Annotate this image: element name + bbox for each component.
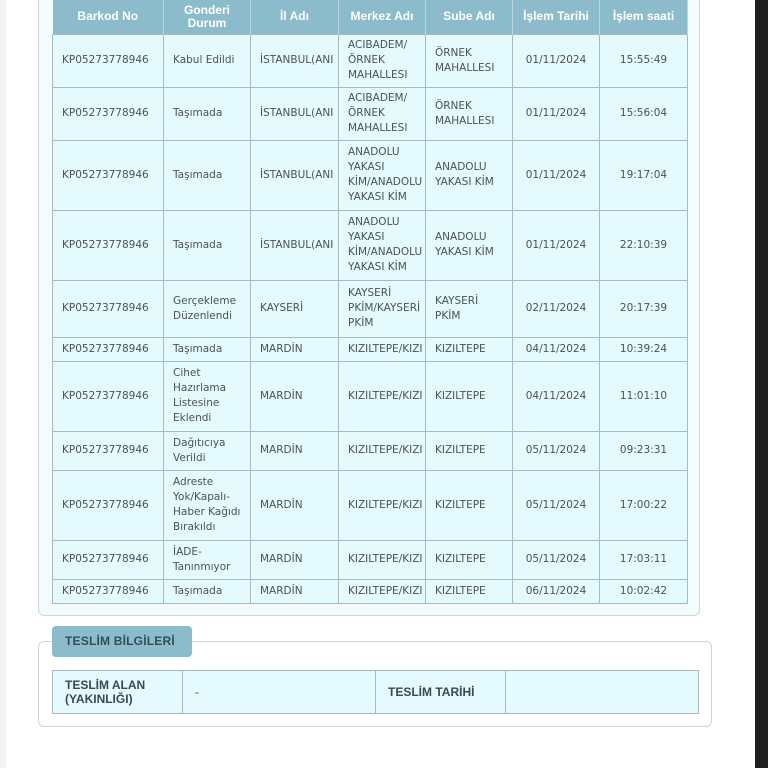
cell-islem-tarihi: 01/11/2024 xyxy=(513,87,600,140)
table-row xyxy=(53,87,688,140)
header-barkod-no: Barkod No xyxy=(53,0,164,34)
cell-sube-adi: ÖRNEK MAHALLESI xyxy=(426,34,513,87)
table-row xyxy=(53,280,688,337)
cell-merkez-adi: KIZILTEPE/KIZI xyxy=(339,337,426,361)
cell-sube-adi: KAYSERİ PKİM xyxy=(426,280,513,337)
page-right-edge xyxy=(755,0,768,768)
teslim-tarihi-label: TESLİM TARİHİ xyxy=(376,671,506,714)
header-sube-adi: Sube Adı xyxy=(426,0,513,34)
table-row xyxy=(53,540,688,579)
cell-sube-adi: KIZILTEPE xyxy=(426,431,513,470)
cell-gonderi-durum: Taşımada xyxy=(164,87,251,140)
cell-islem-saati: 10:02:42 xyxy=(600,579,688,603)
table-header-row xyxy=(53,0,688,34)
cell-islem-tarihi: 01/11/2024 xyxy=(513,210,600,280)
cell-il-adi: MARDİN xyxy=(251,431,339,470)
table-row xyxy=(53,34,688,87)
cell-sube-adi: ANADOLU YAKASI KİM xyxy=(426,210,513,280)
cell-il-adi: MARDİN xyxy=(251,361,339,431)
cell-islem-tarihi: 01/11/2024 xyxy=(513,34,600,87)
cell-islem-tarihi: 05/11/2024 xyxy=(513,470,600,540)
cell-barkod-no: KP05273778946 xyxy=(53,337,164,361)
shipment-movements-table xyxy=(52,0,688,604)
cell-merkez-adi: ACIBADEM/ ÖRNEK MAHALLESI xyxy=(339,87,426,140)
delivery-info-title: TESLİM BİLGİLERİ xyxy=(52,626,192,657)
cell-islem-tarihi: 04/11/2024 xyxy=(513,361,600,431)
cell-merkez-adi: KIZILTEPE/KIZI xyxy=(339,579,426,603)
cell-islem-tarihi: 02/11/2024 xyxy=(513,280,600,337)
cell-gonderi-durum: Dağıtıcıya Verildi xyxy=(164,431,251,470)
cell-sube-adi: ÖRNEK MAHALLESI xyxy=(426,87,513,140)
cell-sube-adi: KIZILTEPE xyxy=(426,540,513,579)
cell-gonderi-durum: Taşımada xyxy=(164,210,251,280)
cell-gonderi-durum: Taşımada xyxy=(164,140,251,210)
cell-merkez-adi: ANADOLU YAKASI KİM/ANADOLU YAKASI KİM xyxy=(339,140,426,210)
teslim-alan-label: TESLİM ALAN (YAKINLIĞI) xyxy=(53,671,183,714)
cell-merkez-adi: ANADOLU YAKASI KİM/ANADOLU YAKASI KİM xyxy=(339,210,426,280)
teslim-tarihi-value xyxy=(506,671,699,714)
cell-gonderi-durum: İADE-Tanınmıyor xyxy=(164,540,251,579)
cell-merkez-adi: KIZILTEPE/KIZI xyxy=(339,540,426,579)
table-row xyxy=(53,210,688,280)
table-row xyxy=(53,431,688,470)
cell-barkod-no: KP05273778946 xyxy=(53,280,164,337)
header-islem-tarihi: İşlem Tarihi xyxy=(513,0,600,34)
cell-gonderi-durum: Taşımada xyxy=(164,579,251,603)
cell-barkod-no: KP05273778946 xyxy=(53,210,164,280)
table-row xyxy=(53,361,688,431)
cell-sube-adi: ANADOLU YAKASI KİM xyxy=(426,140,513,210)
cell-merkez-adi: ACIBADEM/ ÖRNEK MAHALLESI xyxy=(339,34,426,87)
cell-merkez-adi: KIZILTEPE/KIZI xyxy=(339,431,426,470)
delivery-info-row xyxy=(53,671,699,714)
table-row xyxy=(53,470,688,540)
cell-gonderi-durum: Gerçekleme Düzenlendi xyxy=(164,280,251,337)
cell-il-adi: MARDİN xyxy=(251,540,339,579)
cell-sube-adi: KIZILTEPE xyxy=(426,470,513,540)
cell-barkod-no: KP05273778946 xyxy=(53,431,164,470)
cell-islem-tarihi: 04/11/2024 xyxy=(513,337,600,361)
cell-il-adi: MARDİN xyxy=(251,470,339,540)
table-row xyxy=(53,337,688,361)
cell-barkod-no: KP05273778946 xyxy=(53,140,164,210)
cell-merkez-adi: KIZILTEPE/KIZI xyxy=(339,470,426,540)
cell-islem-saati: 20:17:39 xyxy=(600,280,688,337)
cell-il-adi: MARDİN xyxy=(251,579,339,603)
cell-islem-saati: 10:39:24 xyxy=(600,337,688,361)
cell-barkod-no: KP05273778946 xyxy=(53,579,164,603)
cell-il-adi: İSTANBUL(ANI xyxy=(251,210,339,280)
table-row xyxy=(53,579,688,603)
cell-sube-adi: KIZILTEPE xyxy=(426,337,513,361)
page-left-edge xyxy=(0,0,6,768)
teslim-alan-value: - xyxy=(183,671,376,714)
cell-gonderi-durum: Cihet Hazırlama Listesine Eklendi xyxy=(164,361,251,431)
cell-islem-tarihi: 05/11/2024 xyxy=(513,431,600,470)
cell-gonderi-durum: Taşımada xyxy=(164,337,251,361)
delivery-info-table xyxy=(52,670,699,714)
cell-il-adi: İSTANBUL(ANI xyxy=(251,140,339,210)
header-il-adi: İl Adı xyxy=(251,0,339,34)
cell-il-adi: KAYSERİ xyxy=(251,280,339,337)
cell-islem-saati: 15:55:49 xyxy=(600,34,688,87)
cell-islem-saati: 15:56:04 xyxy=(600,87,688,140)
cell-islem-saati: 19:17:04 xyxy=(600,140,688,210)
cell-gonderi-durum: Kabul Edildi xyxy=(164,34,251,87)
cell-sube-adi: KIZILTEPE xyxy=(426,361,513,431)
table-row xyxy=(53,140,688,210)
cell-islem-tarihi: 01/11/2024 xyxy=(513,140,600,210)
cell-barkod-no: KP05273778946 xyxy=(53,470,164,540)
cell-il-adi: İSTANBUL(ANI xyxy=(251,34,339,87)
cell-islem-saati: 11:01:10 xyxy=(600,361,688,431)
cell-islem-saati: 22:10:39 xyxy=(600,210,688,280)
header-islem-saati: İşlem saati xyxy=(600,0,688,34)
cell-islem-saati: 17:00:22 xyxy=(600,470,688,540)
cell-islem-saati: 09:23:31 xyxy=(600,431,688,470)
cell-merkez-adi: KIZILTEPE/KIZI xyxy=(339,361,426,431)
cell-il-adi: İSTANBUL(ANI xyxy=(251,87,339,140)
cell-barkod-no: KP05273778946 xyxy=(53,34,164,87)
cell-barkod-no: KP05273778946 xyxy=(53,87,164,140)
cell-gonderi-durum: Adreste Yok/Kapalı-Haber Kağıdı Bırakıldı xyxy=(164,470,251,540)
cell-merkez-adi: KAYSERİ PKİM/KAYSERİ PKİM xyxy=(339,280,426,337)
cell-barkod-no: KP05273778946 xyxy=(53,540,164,579)
cell-islem-saati: 17:03:11 xyxy=(600,540,688,579)
cell-islem-tarihi: 06/11/2024 xyxy=(513,579,600,603)
cell-barkod-no: KP05273778946 xyxy=(53,361,164,431)
header-merkez-adi: Merkez Adı xyxy=(339,0,426,34)
cell-sube-adi: KIZILTEPE xyxy=(426,579,513,603)
header-gonderi-durum: Gonderi Durum xyxy=(164,0,251,34)
cell-il-adi: MARDİN xyxy=(251,337,339,361)
cell-islem-tarihi: 05/11/2024 xyxy=(513,540,600,579)
